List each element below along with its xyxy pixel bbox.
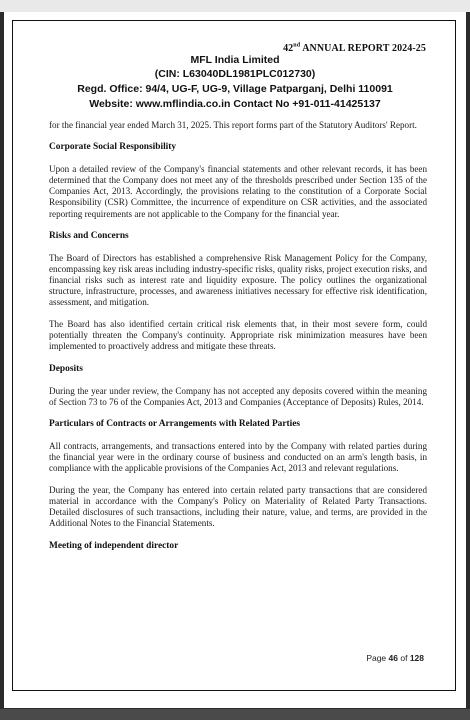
risk-paragraph-2: The Board has also identified certain critical risk elements that, in their most severe form, could potentially threaten the Company's continuity. Appropriate risk minimization measures have been implemented to proactively address and mitigate these threats. — [49, 319, 427, 352]
risk-paragraph-1: The Board of Directors has established a comprehensive Risk Management Policy for the Company, encompassing key risk areas including industry-specific risks, quality risks, project execution risks, and financial risks such as interest rate and liquidity exposure. The policy outlines the organizational structure, infrastructure, processes, and awareness initiatives necessary for effective risk identification, assessment, and mitigation. — [49, 252, 427, 308]
intro-paragraph: for the financial year ended March 31, 2025. This report forms part of the Statutory Auditors' Report. — [49, 120, 417, 130]
related-parties-paragraph-1: All contracts, arrangements, and transactions entered into by the Company with related parties during the financial year were in the ordinary course of business and conducted on an arm's length basis, in compliance with the applicable provisions of the Companies Act, 2013 and relevant regulations. — [49, 440, 427, 474]
company-cin: (CIN: L63040DL1981PLC012730) — [154, 68, 316, 80]
registered-office: Regd. Office: 94/4, UG-F, UG-9, Village Patparganj, Delhi 110091 — [77, 83, 393, 95]
page-number: Page 46 of 128 — [366, 653, 424, 663]
csr-heading: Corporate Social Responsibility — [49, 142, 177, 153]
independent-director-heading: Meeting of independent director — [49, 540, 179, 551]
related-parties-paragraph-2: During the year, the Company has entered into certain related party transactions that are considered material in accordance with the Company's Policy on Materiality of Related Party Transactions. Detailed disclosures of such transactions, including their nature, value, and terms, are provided in the Additional Notes to the Financial Statements. — [49, 485, 427, 529]
viewer-top-strip — [0, 0, 470, 12]
website-link[interactable]: www.mflindia.co.in — [135, 98, 231, 110]
deposits-paragraph: During the year under review, the Company has not accepted any deposits covered within the meaning of Section 73 to 76 of the Companies Act, 2013 and Companies (Acceptance of Deposits) Rules, 2014. — [49, 385, 427, 407]
company-name: MFL India Limited — [190, 54, 280, 66]
document-page — [4, 12, 466, 708]
contact-line: Website: www.mflindia.co.in Contact No +91-011-41425137 — [89, 98, 381, 110]
annual-report-title: 42nd ANNUAL REPORT 2024-25 — [283, 42, 426, 54]
related-parties-heading: Particulars of Contracts or Arrangements with Related Parties — [49, 418, 301, 429]
viewer-bottom-strip — [0, 709, 470, 720]
report-body — [49, 120, 427, 552]
risk-heading: Risks and Concerns — [49, 230, 129, 241]
deposits-heading: Deposits — [49, 363, 83, 374]
csr-paragraph: Upon a detailed review of the Company's financial statements and other relevant records, it has been determined that the Company does not meet any of the thresholds prescribed under Section 135 of the Companies Act, 2013. Accordingly, the provisions relating to the constitution of a Corporate Social Responsibility (CSR) Committee, the incurrence of expenditure on CSR activities, and the associated reporting requirements are not applicable to the Company for the financial year. — [49, 164, 427, 219]
